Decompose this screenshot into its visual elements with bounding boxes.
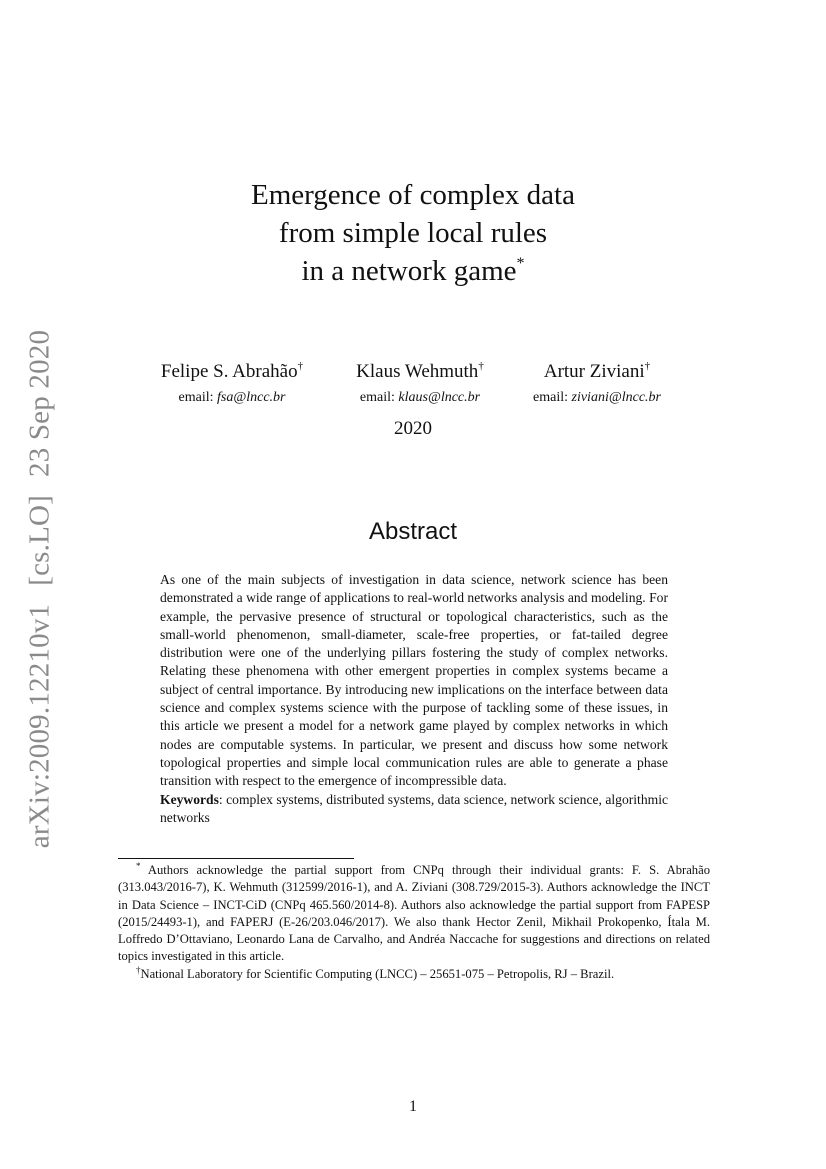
email-label: email: [178,390,214,405]
author-abrahao [157,360,307,408]
keywords-label: Keywords [160,791,219,807]
email-address[interactable]: fsa@lncc.br [217,390,286,405]
title-line-1: Emergence of complex data [251,179,575,211]
author-email [157,388,307,408]
title-line-2: from simple local rules [278,217,548,249]
email-label: email: [359,390,395,405]
keywords-line [160,791,668,828]
author-email [345,388,495,408]
publication-year: 2020 [394,418,432,439]
footnote-affiliation [118,966,710,983]
footnote-dagger-mark: † [136,964,141,975]
author-email [522,388,672,408]
author-name [345,360,495,384]
abstract-heading: Abstract [368,518,458,545]
email-address[interactable]: ziviani@lncc.br [571,390,661,405]
footnote-funding-text: Authors acknowledge the partial support from CNPq through their individual grants: F. S. Abrahão (313.043/2016-7), K. Wehmuth (312599/2016-1), and A. Ziviani (308.729/2015-3). Authors acknowledge the INCT in Data Science – INCT-CiD (CNPq 465.560/2014-8). Authors also acknowledge the partial support from FAPESP (2015/24493-1), and FAPERJ (E-26/203.046/2017). We also thank Hector Zenil, Mikhail Prokopenko, Ítala M. Loffredo D’Ottaviano, Leonardo Lana de Carvalho, and Andréa Naccache for suggestions and directions on related topics investigated in this article. [118,863,710,964]
title-line-3 [160,252,666,290]
arxiv-identifier-stamp [24,312,57,848]
title-footnote-mark: * [516,255,525,272]
title-line-3-text: in a network game [301,255,517,287]
author-affiliation-mark: † [297,360,304,372]
author-wehmuth [345,360,495,408]
author-name-text: Artur Ziviani [543,361,645,382]
footnote-affiliation-text: National Laboratory for Scientific Computing (LNCC) – 25651-075 – Petropolis, RJ – Brazil. [140,966,615,981]
arxiv-category: [cs.LO] [23,494,56,586]
arxiv-date: 23 Sep 2020 [23,329,56,477]
page-number: 1 [409,1098,417,1115]
keywords-list: : complex systems, distributed systems, data science, network science, algorithmic networks [160,791,668,825]
arxiv-id: arXiv:2009.12210v1 [23,603,56,849]
footnote-divider [118,858,354,859]
abstract-body [160,571,668,827]
footnote-funding [118,862,710,966]
author-name [522,360,672,384]
author-affiliation-mark: † [478,360,484,372]
footnotes [118,862,710,983]
author-affiliation-mark: † [644,360,651,372]
author-name [157,360,307,384]
email-label: email: [533,390,568,405]
author-name-text: Felipe S. Abrahão [160,361,298,382]
author-ziviani [522,360,672,408]
abstract-text: As one of the main subjects of investigation in data science, network science has been demonstrated a wide range of applications to real-world networks analysis and modeling. For example, the pervasive presence of structural or topological characteristics, such as the small-world phenomenon, small-diameter, scale-free properties, or fat-tailed degree distribution were one of the underlying pillars fostering the study of complex networks. Relating these phenomena with other emergent properties in complex systems became a subject of central importance. By introducing new implications on the interface between data science and complex systems science with the purpose of tackling some of these issues, in this article we present a model for a network game played by complex networks in which nodes are computable systems. In particular, we present and discuss how some network topological properties and simple local communication rules are able to generate a phase transition with respect to the emergence of incompressible data. [160,572,668,789]
email-address[interactable]: klaus@lncc.br [398,390,481,405]
author-name-text: Klaus Wehmuth [356,361,479,382]
paper-title [160,176,666,290]
footnote-star-mark: * [136,861,141,871]
